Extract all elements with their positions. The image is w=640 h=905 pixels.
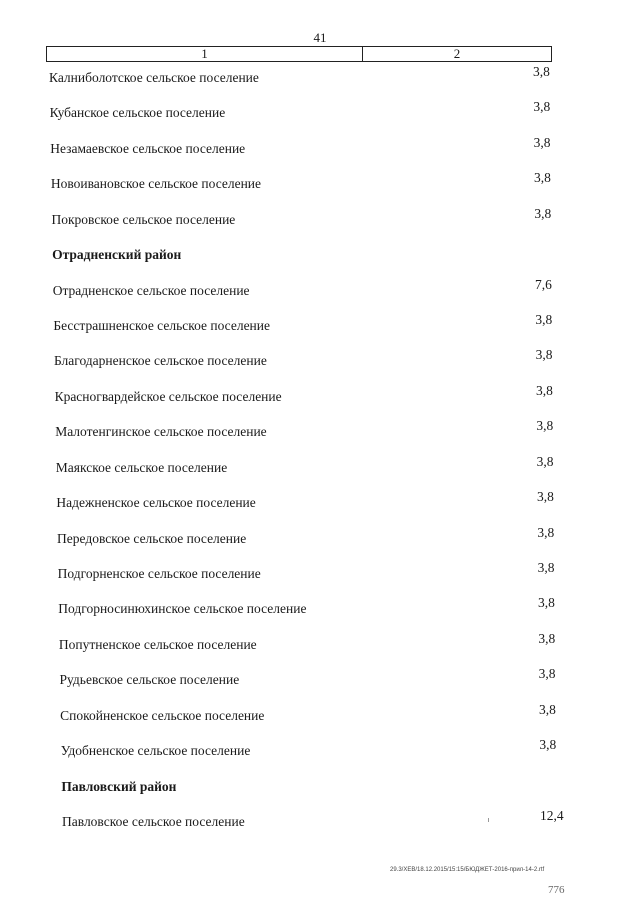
table-row [0,489,640,515]
table-header-col1: 1 [47,47,363,61]
table-row [0,453,640,480]
row-value: 3,8 [534,205,552,221]
row-label: Кубанское сельское поселение [49,105,226,121]
table-row [0,382,640,409]
row-value: 3,8 [538,666,556,682]
row-value: 3,8 [533,64,550,79]
row-value: 3,8 [537,489,554,505]
row-label: Подгорненское сельское поселение [57,566,261,581]
table-row [0,737,640,763]
table-row [0,64,640,90]
table-row [0,524,640,551]
table-row [0,347,640,373]
table-row [0,808,640,834]
row-value: 3,8 [538,630,556,646]
row-value: 7,6 [535,276,552,292]
row-label: Маякское сельское поселение [55,459,228,475]
table-row [0,99,640,125]
row-label: Незамаевское сельское поселение [50,140,246,156]
row-value: 3,8 [536,382,553,398]
table-row [0,666,640,692]
row-value: 3,8 [536,418,554,434]
table-row [0,418,640,444]
row-label: Передовское сельское поселение [57,530,247,546]
scan-speck [488,818,489,822]
row-label: Бесстрашненское сельское поселение [53,318,271,333]
row-value: 3,8 [534,170,551,186]
row-label: Новоивановское сельское поселение [50,176,262,192]
row-value: 3,8 [535,312,553,327]
table-row [0,560,640,586]
row-label: Красногвардейское сельское поселение [54,388,282,404]
row-label: Благодарненское сельское поселение [53,353,267,369]
row-label: Попутненское сельское поселение [58,636,257,652]
row-label: Спокойненское сельское поселение [60,707,265,723]
row-label: Малотенгинское сельское поселение [55,424,267,440]
footer-file-code: 29.3/ХЕВ/18.12.2015/15:15/БЮДЖЕТ-2016-прил-14-2.rtf [390,867,545,873]
row-label: Павловское сельское поселение [62,814,245,829]
table-row [0,595,640,621]
table-header-col2: 2 [453,46,461,61]
row-value: 3,8 [539,701,556,717]
row-label: Надежненское сельское поселение [56,495,256,511]
row-label: Подгорносинюхинское сельское поселение [58,601,307,617]
row-value: 3,8 [539,737,557,753]
table-row [0,170,640,196]
section-heading [0,779,640,799]
row-label: Удобненское сельское поселение [60,743,251,759]
row-label: Отрадненское сельское поселение [52,282,250,298]
row-label: Покровское сельское поселение [51,211,236,227]
table-row [0,630,640,657]
row-value: 3,8 [533,134,551,150]
row-label: Отрадненский район [52,247,182,263]
table-row [0,276,640,303]
section-heading [0,247,640,267]
table-row [0,134,640,161]
row-value: 3,8 [537,560,555,575]
row-value: 3,8 [533,99,551,115]
row-value: 3,8 [538,595,555,611]
footer-stamp: 776 [548,884,565,896]
row-value: 3,8 [536,453,554,469]
row-label: Калниболотское сельское поселение [49,70,259,85]
table-row [0,205,640,232]
page-number: 41 [313,30,327,45]
table-row [0,701,640,728]
row-value: 3,8 [535,347,553,363]
row-value: 3,8 [537,524,555,540]
table-header [46,46,552,62]
row-value: 12,4 [540,808,564,823]
row-label: Рудьевское сельское поселение [59,672,240,688]
row-label: Павловский район [61,778,177,794]
table-row [0,312,640,338]
